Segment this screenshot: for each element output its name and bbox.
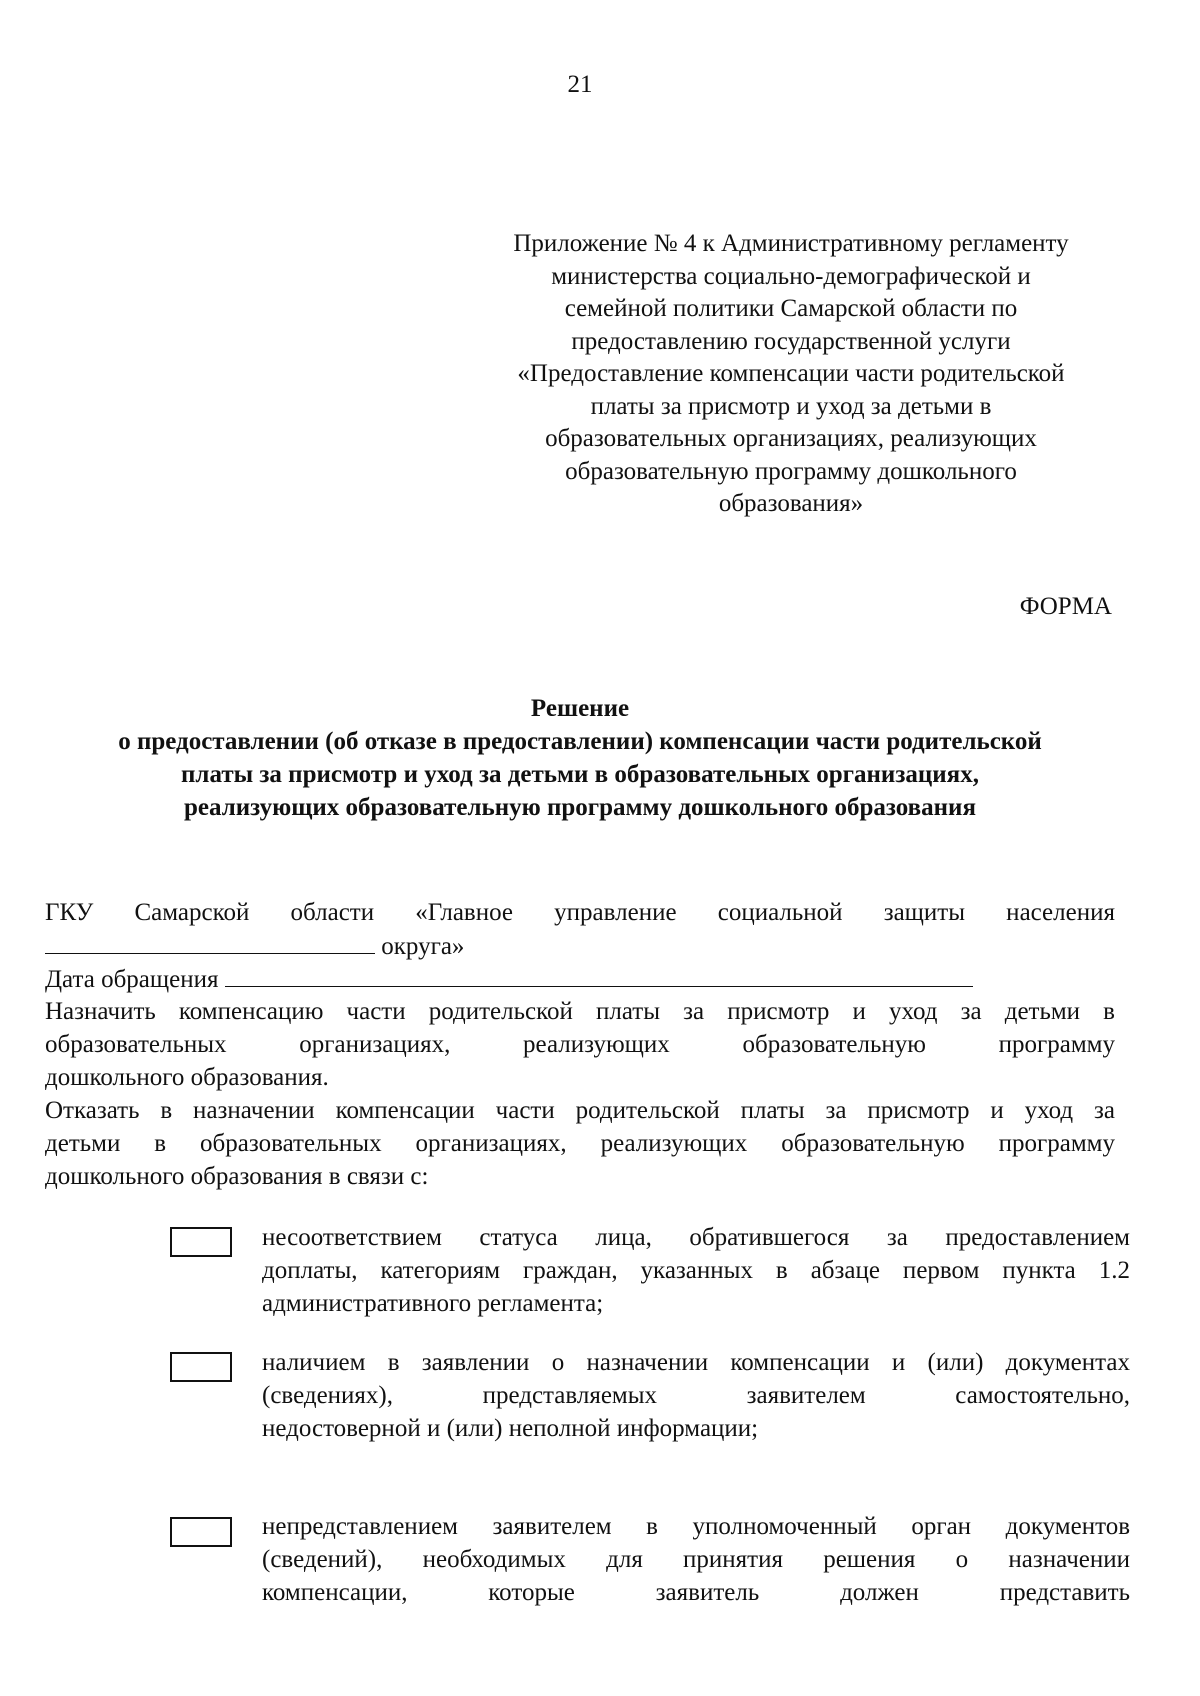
refuse-line: детьми в образовательных организациях, реализующих образовательную программу xyxy=(45,1130,1115,1157)
reason-line: компенсации, которые заявитель должен представить xyxy=(262,1579,1130,1606)
appendix-line: образовательных организациях, реализующих xyxy=(545,425,1037,452)
reason-checkbox-3[interactable] xyxy=(170,1517,232,1547)
document-title xyxy=(40,692,1120,824)
reason-line: непредставлением заявителем в уполномоченный орган документов xyxy=(262,1513,1130,1540)
reason-option-1 xyxy=(262,1221,1130,1320)
reason-checkbox-1[interactable] xyxy=(170,1227,232,1257)
title-line: платы за присмотр и уход за детьми в образовательных организациях, xyxy=(181,761,979,788)
title-line: о предоставлении (об отказе в предоставлении) компенсации части родительской xyxy=(118,728,1042,755)
appendix-line: предоставлению государственной услуги xyxy=(571,327,1011,355)
appendix-line: «Предоставление компенсации части родительской xyxy=(517,360,1065,387)
reason-line: наличием в заявлении о назначении компенсации и (или) документах xyxy=(262,1349,1130,1376)
reason-line: недостоверной и (или) неполной информации; xyxy=(262,1415,759,1442)
reason-checkbox-2[interactable] xyxy=(170,1352,232,1382)
title-heading: Решение xyxy=(530,695,630,722)
appendix-line: министерства социально-демографической и xyxy=(551,262,1031,290)
reason-option-2 xyxy=(262,1346,1130,1445)
page-number: 21 xyxy=(567,71,593,98)
refuse-line: Отказать в назначении компенсации части родительской платы за присмотр и уход за xyxy=(45,1097,1115,1124)
date-line xyxy=(45,962,1115,996)
okrug-blank-field[interactable] xyxy=(45,929,375,954)
refuse-line: дошкольного образования в связи с: xyxy=(45,1163,429,1190)
assign-line: образовательных организациях, реализующих образовательную программу xyxy=(45,1031,1115,1058)
assign-line: Назначить компенсацию части родительской платы за присмотр и уход за детьми в xyxy=(45,998,1115,1025)
date-blank-field[interactable] xyxy=(225,962,973,987)
date-label: Дата обращения xyxy=(45,966,225,993)
okrug-line xyxy=(45,929,1115,963)
reason-line: административного регламента; xyxy=(262,1290,604,1317)
reason-line: (сведений), необходимых для принятия решения о назначении xyxy=(262,1546,1130,1573)
appendix-line: образовательную программу дошкольного xyxy=(565,457,1017,485)
reason-line: (сведениях), представляемых заявителем самостоятельно, xyxy=(262,1382,1130,1409)
appendix-line: платы за присмотр и уход за детьми в xyxy=(590,392,992,420)
form-label: ФОРМА xyxy=(1019,593,1112,620)
gku-line: ГКУ Самарской области «Главное управление социальной защиты населения xyxy=(45,899,1115,926)
title-line: реализующих образовательную программу дошкольного образования xyxy=(184,794,976,821)
appendix-line: семейной политики Самарской области по xyxy=(564,295,1018,322)
appendix-note xyxy=(466,228,1116,521)
assign-line: дошкольного образования. xyxy=(45,1064,329,1091)
reason-option-3 xyxy=(262,1510,1130,1609)
appendix-line: Приложение № 4 к Административному регламенту xyxy=(513,230,1069,257)
appendix-line: образования» xyxy=(718,490,864,517)
okrug-suffix: округа» xyxy=(375,933,465,960)
reason-line: несоответствием статуса лица, обратившегося за предоставлением xyxy=(262,1224,1130,1251)
reason-line: доплаты, категориям граждан, указанных в абзаце первом пункта 1.2 xyxy=(262,1257,1130,1284)
